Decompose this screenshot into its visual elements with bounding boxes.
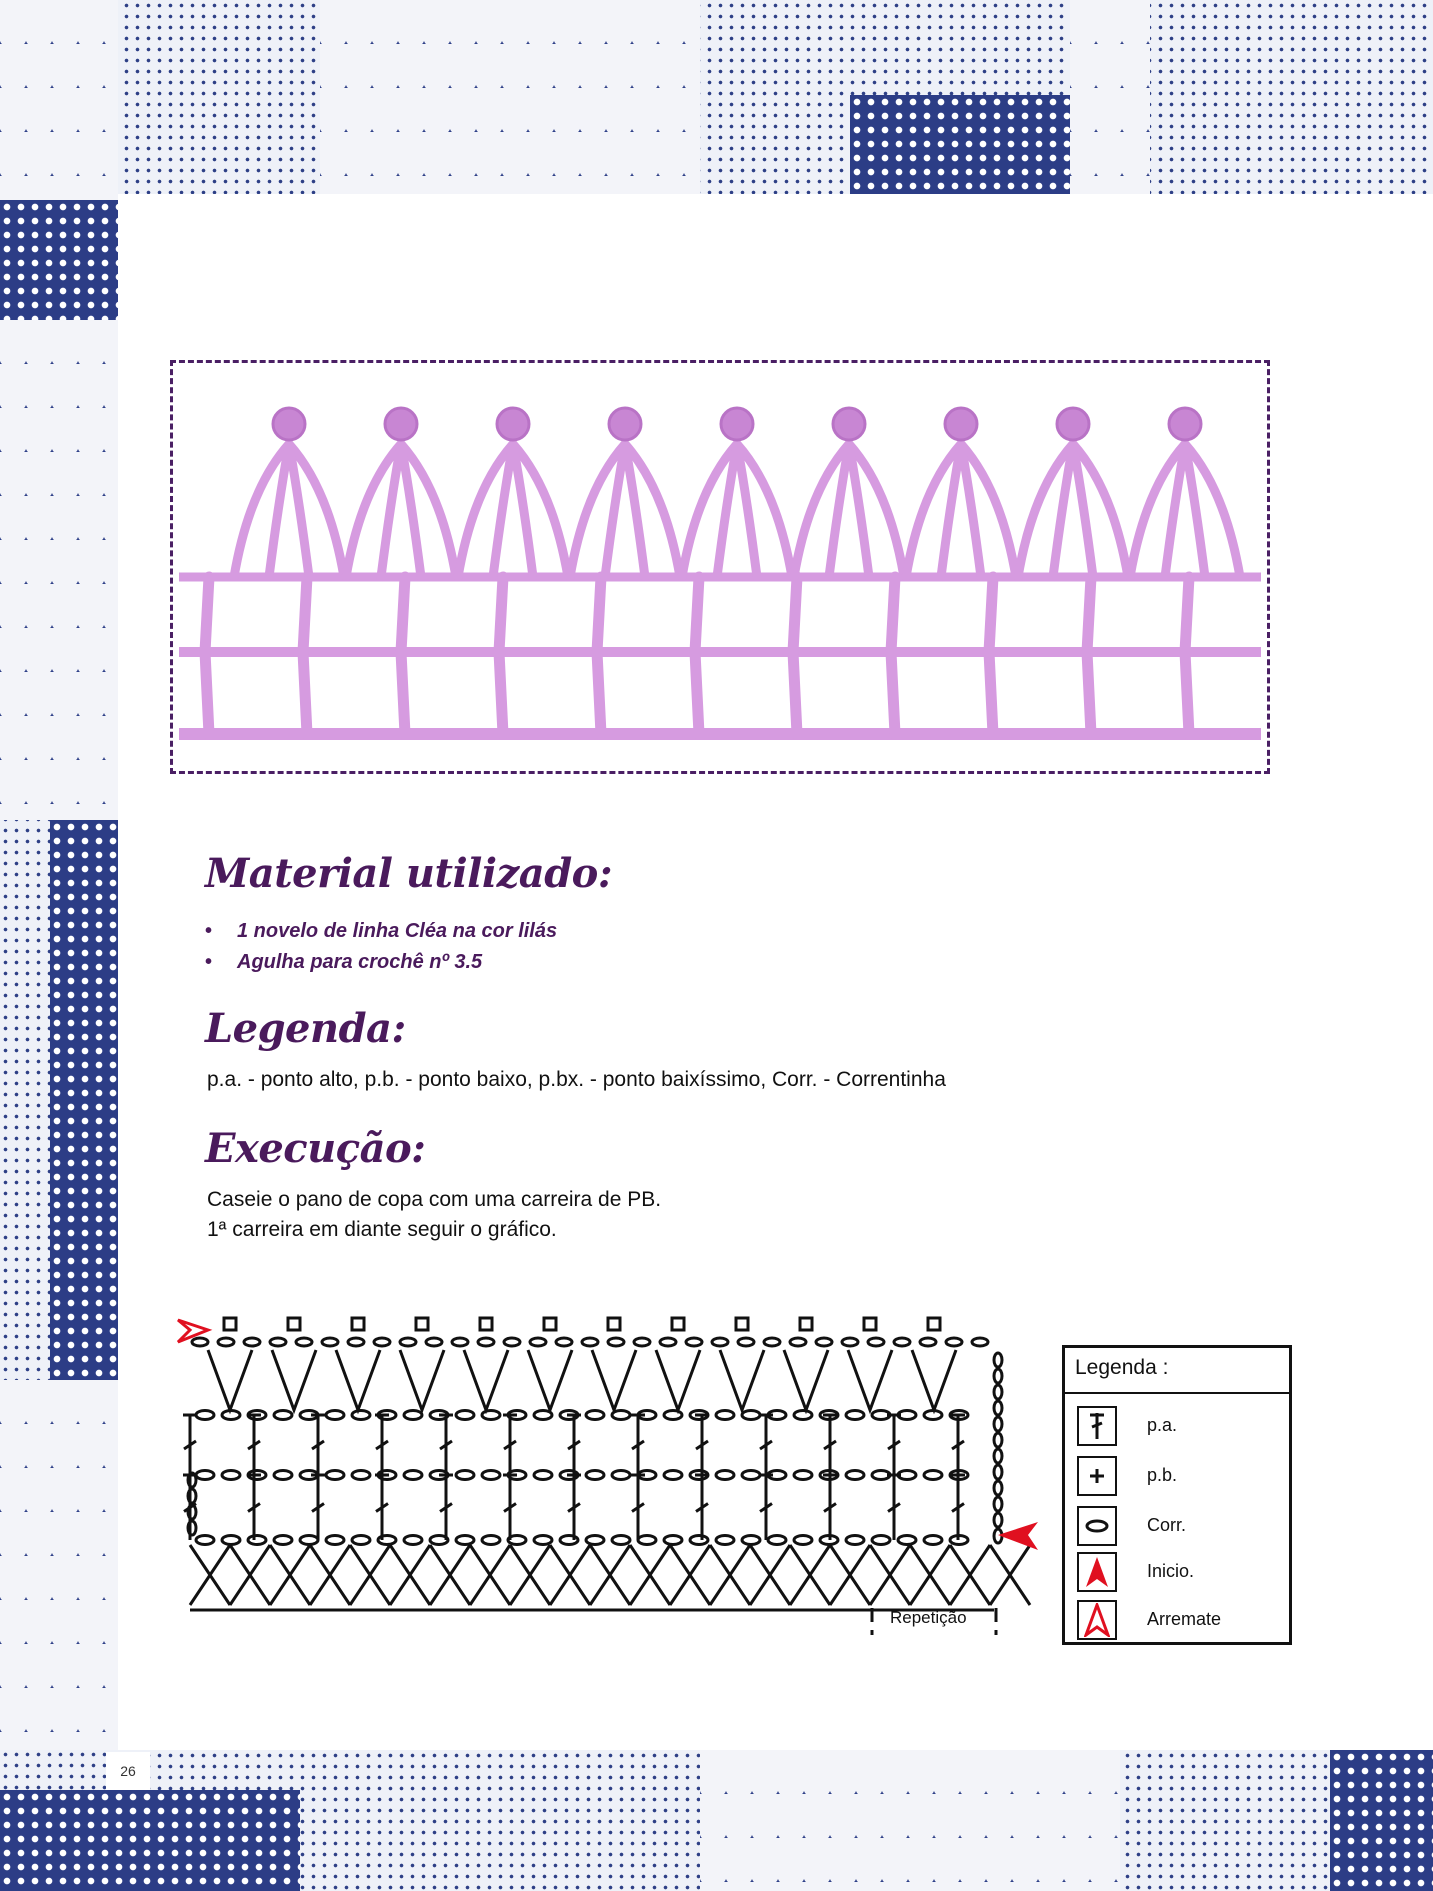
pb-x-mark — [910, 1545, 950, 1605]
material-list — [205, 916, 557, 978]
chain-stitch — [894, 1338, 910, 1346]
chain-stitch — [842, 1338, 858, 1346]
pa-stitch — [887, 1415, 901, 1475]
legend-label: p.a. — [1147, 1415, 1178, 1435]
chain-stitch — [456, 1471, 474, 1480]
pb-x-mark — [750, 1545, 790, 1605]
chain-stitch — [300, 1536, 318, 1545]
pb-x-mark — [470, 1545, 510, 1605]
pa-stitch — [951, 1475, 965, 1540]
chain-stitch — [712, 1338, 728, 1346]
frame-grid-patch — [50, 820, 118, 1380]
material-item: • 1 novelo de linha Cléa na cor lilás — [205, 916, 557, 947]
fan-stitch — [592, 1350, 636, 1410]
frame-hex-patch — [0, 1380, 118, 1750]
chain-stitch — [530, 1338, 546, 1346]
picot-mark — [608, 1318, 620, 1330]
turning-chain — [994, 1481, 1002, 1495]
turning-chain — [994, 1465, 1002, 1479]
legend-item-start — [1077, 1552, 1287, 1596]
legend-label: Inicio. — [1147, 1561, 1195, 1581]
picot-mark — [288, 1318, 300, 1330]
pa-stitch — [631, 1415, 645, 1475]
pa-stitch — [311, 1475, 325, 1540]
chain-stitch — [374, 1338, 390, 1346]
page-number: 26 — [106, 1752, 150, 1790]
chain-stitch — [556, 1338, 572, 1346]
crochet-chart — [170, 1310, 1050, 1650]
fan-stitch — [400, 1350, 444, 1410]
chain-stitch — [326, 1536, 344, 1545]
pb-x-mark — [790, 1545, 830, 1605]
pb-x-mark — [670, 1545, 710, 1605]
lace-picot — [497, 408, 529, 440]
lace-picot — [273, 408, 305, 440]
chain-stitch — [504, 1338, 520, 1346]
lace-column — [303, 577, 307, 734]
frame-top-pattern — [0, 0, 1433, 194]
execution-line: 1ª carreira em diante seguir o gráfico. — [207, 1218, 557, 1241]
chain-stitch — [660, 1338, 676, 1346]
pa-stitch — [695, 1475, 709, 1540]
lace-picot — [945, 408, 977, 440]
chain-stitch — [920, 1338, 936, 1346]
pa-stitch — [183, 1415, 197, 1475]
pb-x-mark — [550, 1545, 590, 1605]
chain-stitch — [898, 1536, 916, 1545]
chain-stitch — [482, 1471, 500, 1480]
chain-stitch — [738, 1338, 754, 1346]
chain-stitch — [638, 1536, 656, 1545]
chain-stitch — [196, 1471, 214, 1480]
chain-stitch — [196, 1536, 214, 1545]
chain-stitch — [426, 1338, 442, 1346]
frame-hex-patch — [1070, 0, 1150, 194]
frame-hex-patch — [700, 1750, 1120, 1891]
chain-stitch — [456, 1536, 474, 1545]
legend-item-finish — [1077, 1600, 1287, 1644]
chain-stitch — [664, 1471, 682, 1480]
legend-item-chain — [1077, 1506, 1287, 1550]
chain-stitch — [478, 1338, 494, 1346]
chain-stitch — [456, 1411, 474, 1420]
chain-stitch — [222, 1536, 240, 1545]
material-item: • Agulha para crochê nº 3.5 — [205, 947, 557, 978]
finish-arrow-icon — [1077, 1600, 1117, 1640]
pb-x-mark — [510, 1545, 550, 1605]
chain-stitch — [270, 1338, 286, 1346]
picot-mark — [864, 1318, 876, 1330]
chain-stitch — [274, 1536, 292, 1545]
chain-stitch — [924, 1471, 942, 1480]
legend-item-pa — [1077, 1406, 1287, 1450]
lace-column — [1185, 577, 1189, 734]
lace-column — [499, 577, 503, 734]
chain-stitch — [972, 1338, 988, 1346]
chain-stitch — [846, 1536, 864, 1545]
pa-stitch — [759, 1415, 773, 1475]
lace-column — [695, 577, 699, 734]
picot-mark — [480, 1318, 492, 1330]
start-arrow-icon — [1077, 1552, 1117, 1592]
frame-hex-patch — [320, 0, 700, 194]
chain-stitch — [924, 1536, 942, 1545]
chain-stitch — [274, 1471, 292, 1480]
chart-legend — [1062, 1345, 1292, 1645]
chain-stitch — [482, 1411, 500, 1420]
chain-stitch — [768, 1536, 786, 1545]
chain-icon — [1077, 1506, 1117, 1546]
lace-column — [205, 577, 209, 734]
repeat-label: Repetição — [890, 1608, 967, 1627]
chain-stitch — [244, 1338, 260, 1346]
pb-x-mark — [350, 1545, 390, 1605]
legend-divider — [1065, 1392, 1289, 1394]
chain-stitch — [742, 1411, 760, 1420]
picot-mark — [928, 1318, 940, 1330]
start-arrow-icon — [998, 1522, 1038, 1550]
chain-stitch — [196, 1411, 214, 1420]
pa-stitch — [375, 1415, 389, 1475]
chain-stitch — [218, 1338, 234, 1346]
fan-stitch — [656, 1350, 700, 1410]
chain-stitch — [690, 1536, 708, 1545]
pb-x-mark — [950, 1545, 990, 1605]
chain-stitch — [222, 1471, 240, 1480]
fan-stitch — [848, 1350, 892, 1410]
chain-stitch — [634, 1338, 650, 1346]
chain-stitch — [608, 1338, 624, 1346]
chain-stitch — [586, 1411, 604, 1420]
lace-column — [597, 577, 601, 734]
pb-icon — [1077, 1456, 1117, 1496]
chain-stitch — [404, 1536, 422, 1545]
pa-stitch — [503, 1475, 517, 1540]
frame-hex-patch — [0, 0, 118, 200]
pa-stitch — [503, 1415, 517, 1475]
chain-stitch — [274, 1411, 292, 1420]
picot-mark — [672, 1318, 684, 1330]
pa-stitch — [439, 1415, 453, 1475]
picot-mark — [352, 1318, 364, 1330]
pb-x-mark — [990, 1545, 1030, 1605]
pa-stitch — [759, 1475, 773, 1540]
chain-stitch — [846, 1411, 864, 1420]
fan-stitch — [784, 1350, 828, 1410]
execution-heading: Execução: — [205, 1125, 426, 1172]
turning-chain — [994, 1417, 1002, 1431]
chain-stitch — [352, 1471, 370, 1480]
chain-stitch — [612, 1536, 630, 1545]
chain-stitch — [482, 1536, 500, 1545]
chain-stitch — [794, 1411, 812, 1420]
pa-stitch — [695, 1415, 709, 1475]
frame-grid-patch — [1330, 1750, 1433, 1891]
pb-x-mark — [310, 1545, 350, 1605]
picot-mark — [224, 1318, 236, 1330]
picot-mark — [736, 1318, 748, 1330]
lace-column — [793, 577, 797, 734]
chain-stitch — [664, 1536, 682, 1545]
turning-chain — [188, 1489, 196, 1503]
chain-stitch — [322, 1338, 338, 1346]
legend-label: p.b. — [1147, 1465, 1178, 1485]
lace-picot — [1057, 408, 1089, 440]
chain-stitch — [716, 1411, 734, 1420]
pa-stitch — [567, 1475, 581, 1540]
turning-chain — [994, 1513, 1002, 1527]
frame-hex-patch — [0, 320, 118, 820]
fan-stitch — [208, 1350, 252, 1410]
lace-picot — [1169, 408, 1201, 440]
chain-stitch — [400, 1338, 416, 1346]
legend-text: p.a. - ponto alto, p.b. - ponto baixo, p.bx. - ponto baixíssimo, Corr. - Correntinha — [207, 1068, 946, 1091]
chain-stitch — [664, 1411, 682, 1420]
pb-x-mark — [590, 1545, 630, 1605]
frame-grid-patch — [0, 1790, 300, 1891]
chain-stitch — [816, 1338, 832, 1346]
chain-stitch — [352, 1536, 370, 1545]
chain-stitch — [452, 1338, 468, 1346]
lace-picot — [721, 408, 753, 440]
chain-stitch — [348, 1338, 364, 1346]
chain-stitch — [352, 1411, 370, 1420]
chain-stitch — [248, 1536, 266, 1545]
pa-stitch — [887, 1475, 901, 1540]
chain-stitch — [924, 1411, 942, 1420]
chain-stitch — [716, 1471, 734, 1480]
chain-stitch — [534, 1471, 552, 1480]
lace-column — [891, 577, 895, 734]
chain-stitch — [716, 1536, 734, 1545]
turning-chain — [994, 1401, 1002, 1415]
chart-legend-title: Legenda : — [1075, 1356, 1169, 1379]
chain-stitch — [742, 1471, 760, 1480]
pa-stitch — [951, 1415, 965, 1475]
turning-chain — [994, 1497, 1002, 1511]
picot-mark — [416, 1318, 428, 1330]
chain-stitch — [872, 1536, 890, 1545]
chain-stitch — [296, 1338, 312, 1346]
pa-stitch — [375, 1475, 389, 1540]
lace-photo-frame — [170, 360, 1270, 774]
chain-stitch — [586, 1536, 604, 1545]
fan-stitch — [528, 1350, 572, 1410]
pb-x-mark — [630, 1545, 670, 1605]
pb-x-mark — [870, 1545, 910, 1605]
chain-stitch — [582, 1338, 598, 1346]
lace-column — [401, 577, 405, 734]
frame-grid-patch — [0, 200, 118, 320]
execution-line: Caseie o pano de copa com uma carreira de PB. — [207, 1188, 662, 1211]
turning-chain — [994, 1369, 1002, 1383]
pa-stitch — [247, 1475, 261, 1540]
turning-chain — [994, 1353, 1002, 1367]
pb-x-mark — [390, 1545, 430, 1605]
pa-stitch — [631, 1475, 645, 1540]
chain-stitch — [534, 1536, 552, 1545]
pb-x-mark — [710, 1545, 750, 1605]
chain-stitch — [790, 1338, 806, 1346]
chain-stitch — [686, 1338, 702, 1346]
chain-stitch — [868, 1338, 884, 1346]
pa-stitch — [311, 1415, 325, 1475]
picot-mark — [800, 1318, 812, 1330]
pa-stitch — [247, 1415, 261, 1475]
lace-photo — [179, 369, 1261, 765]
fan-stitch — [720, 1350, 764, 1410]
chain-stitch — [222, 1411, 240, 1420]
pb-x-mark — [190, 1545, 230, 1605]
fan-stitch — [912, 1350, 956, 1410]
pa-stitch — [823, 1415, 837, 1475]
lace-column — [1087, 577, 1091, 734]
legend-label: Arremate — [1147, 1609, 1222, 1629]
turning-chain — [188, 1521, 196, 1535]
pb-x-mark — [270, 1545, 310, 1605]
pa-stitch — [567, 1415, 581, 1475]
pb-x-mark — [830, 1545, 870, 1605]
pa-stitch — [823, 1475, 837, 1540]
chain-stitch — [192, 1338, 208, 1346]
legend-label: Corr. — [1147, 1515, 1187, 1535]
chain-stitch — [946, 1338, 962, 1346]
fan-stitch — [336, 1350, 380, 1410]
fan-stitch — [272, 1350, 316, 1410]
chain-stitch — [404, 1411, 422, 1420]
pa-icon — [1077, 1406, 1117, 1446]
chain-stitch — [326, 1471, 344, 1480]
material-heading: Material utilizado: — [205, 850, 613, 897]
lace-picot — [833, 408, 865, 440]
turning-chain — [994, 1449, 1002, 1463]
lace-picot — [385, 408, 417, 440]
chain-stitch — [404, 1471, 422, 1480]
lace-picot — [609, 408, 641, 440]
pb-x-mark — [430, 1545, 470, 1605]
chain-stitch — [794, 1471, 812, 1480]
turning-chain — [994, 1385, 1002, 1399]
chain-stitch — [326, 1411, 344, 1420]
turning-chain — [994, 1433, 1002, 1447]
chain-stitch — [846, 1471, 864, 1480]
pa-stitch — [439, 1475, 453, 1540]
pb-x-mark — [230, 1545, 270, 1605]
chain-stitch — [794, 1536, 812, 1545]
chain-stitch — [612, 1471, 630, 1480]
picot-mark — [544, 1318, 556, 1330]
legend-item-pb — [1077, 1456, 1287, 1500]
fan-stitch — [464, 1350, 508, 1410]
legend-heading: Legenda: — [205, 1005, 406, 1052]
frame-grid-patch — [850, 95, 1070, 194]
chain-stitch — [586, 1471, 604, 1480]
chain-stitch — [742, 1536, 760, 1545]
chain-stitch — [764, 1338, 780, 1346]
lace-column — [989, 577, 993, 734]
